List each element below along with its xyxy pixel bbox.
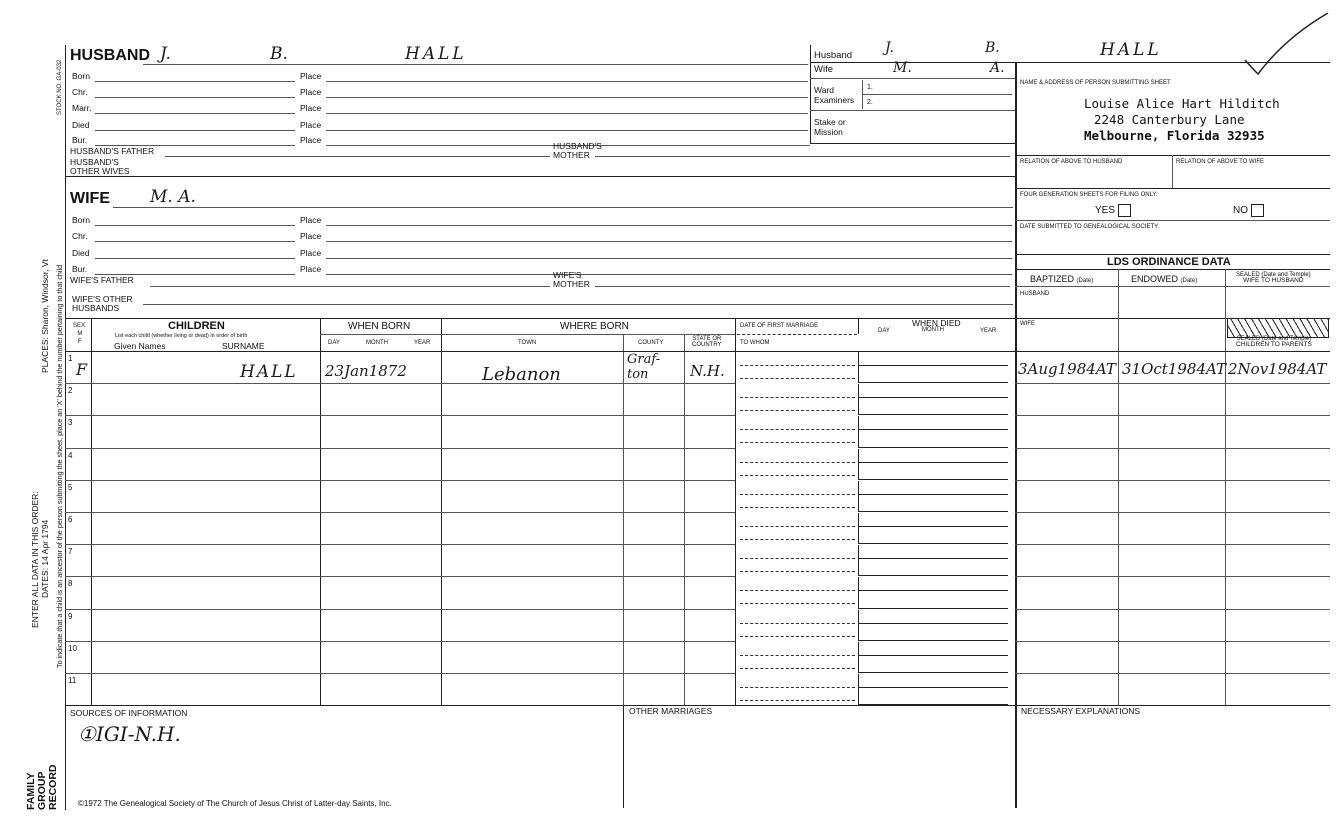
child1-born-date: 23Jan1872 (325, 362, 407, 380)
town-header: TOWN (518, 340, 537, 346)
no-checkbox[interactable]: NO (1233, 204, 1264, 217)
wifes-other-husbands-label: WIFE'S OTHER HUSBANDS (72, 294, 133, 313)
child-row-number: 11 (68, 676, 77, 685)
wife-place-label: Place (300, 231, 322, 241)
summary-wife-label: Wife (814, 64, 833, 75)
when-died-header: WHEN DIED (912, 318, 961, 328)
child-row-number: 10 (68, 643, 77, 653)
state-header: STATE OR COUNTRY (692, 336, 722, 348)
died-year-header: YEAR (980, 328, 997, 334)
wife-place-label: Place (300, 215, 322, 225)
copyright: ©1972 The Genealogical Society of The Church of Jesus Christ of Latter-day Saints, Inc. (78, 799, 392, 808)
to-whom-header: TO WHOM (740, 340, 770, 346)
child-row-number: 7 (68, 547, 73, 557)
lds-ordinance-title: LDS ORDINANCE DATA (1107, 256, 1231, 268)
given-names-header: Given Names (114, 341, 166, 351)
child-row-number: 2 (68, 386, 73, 396)
summary-wife-middle: A. (990, 60, 1005, 76)
wife-row-label: Bur. (72, 264, 88, 274)
summary-husband-middle: B. (985, 40, 1000, 56)
wife-place-label: Place (300, 264, 322, 274)
mission-label: Mission (814, 127, 843, 137)
submitter-city: Melbourne, Florida 32935 (1084, 128, 1265, 143)
wife-place-label: Place (300, 248, 322, 258)
checkmark-icon (1240, 8, 1335, 78)
child-row-number: 3 (68, 418, 73, 428)
wife-row-label: Died (72, 248, 90, 258)
necessary-explanations-label: NECESSARY EXPLANATIONS (1021, 706, 1141, 716)
when-born-header: WHEN BORN (348, 321, 411, 332)
yes-checkbox[interactable]: YES (1095, 204, 1131, 217)
submitter-label: NAME & ADDRESS OF PERSON SUBMITTING SHEET (1020, 80, 1171, 86)
children-header: CHILDREN (168, 320, 225, 332)
summary-husband-label: Husband (814, 50, 853, 61)
child1-town: Lebanon (482, 364, 561, 385)
husband-place-label: Place (300, 103, 322, 113)
child1-county: Graf- ton (627, 352, 661, 382)
endowed-header: ENDOWED (Date) (1131, 274, 1198, 284)
husband-heading: HUSBAND (70, 47, 150, 64)
husband-row-label: Born (72, 71, 90, 81)
four-generation-label: FOUR GENERATION SHEETS FOR FILING ONLY: (1020, 192, 1158, 198)
summary-husband-surname: HALL (1100, 40, 1162, 60)
top-right-box-left (810, 45, 811, 143)
sources-value: ①IGI-N.H. (78, 722, 181, 746)
husband-place-label: Place (300, 120, 322, 130)
other-marriages-label: OTHER MARRIAGES (629, 706, 713, 716)
family-group-record-title: FAMILY GROUP RECORD (25, 764, 59, 810)
husbands-father-label: HUSBAND'S FATHER (70, 146, 155, 156)
wifes-father-label: WIFE'S FATHER (70, 275, 134, 285)
husbands-other-wives-label: HUSBAND'S OTHER WIVES (70, 157, 130, 176)
sex-header: SEX M F (73, 323, 86, 345)
county-header: COUNTY (638, 340, 664, 346)
examiner-2: 2. (867, 99, 873, 106)
examiners-label: Examiners (814, 95, 855, 105)
child1-surname: HALL (240, 362, 298, 382)
summary-husband-first: J. (885, 40, 894, 56)
ward-label: Ward (814, 85, 834, 95)
husband-place-label: Place (300, 87, 322, 97)
side-dates-example: DATES: 14 Apr 1794 (40, 519, 50, 598)
submitter-name: Louise Alice Hart Hilditch (1084, 96, 1280, 111)
right-panel-divider (1015, 62, 1017, 808)
child1-endowed-date: 31Oct1984AT (1122, 360, 1227, 378)
side-places-example: PLACES: Sharon, Windsor, Vt (40, 259, 50, 373)
side-indicate-note: To indicate that a child is an ancestor of the person submitting the sheet, place an 'X' behind the number pertaining to that child (55, 264, 64, 668)
husbands-mother-label: HUSBAND'S MOTHER (553, 141, 602, 160)
surname-header: SURNAME (222, 341, 265, 351)
submitter-street: 2248 Canterbury Lane (1094, 112, 1245, 127)
child1-sealed-date: 2Nov1984AT (1228, 360, 1327, 378)
child-row-number: 5 (68, 482, 73, 492)
child-row-number: 1 (68, 354, 73, 363)
died-day-header: DAY (878, 328, 890, 334)
wife-heading: WIFE (70, 190, 110, 207)
baptized-header: BAPTIZED (Date) (1030, 274, 1094, 284)
husband-row-label: Died (72, 120, 90, 130)
child1-sex: F (76, 360, 88, 379)
wife-name: M. A. (150, 187, 196, 207)
left-border (65, 45, 66, 810)
wife-row-label: Born (72, 215, 90, 225)
husband-row-label: Marr. (72, 103, 92, 113)
child1-state: N.H. (690, 362, 725, 380)
child-row-number: 9 (68, 611, 73, 621)
husband-row-label: Bur. (72, 135, 88, 145)
relation-to-husband-label: RELATION OF ABOVE TO HUSBAND (1020, 159, 1123, 165)
husband-place-label: Place (300, 71, 322, 81)
husband-middle-name: B. (270, 44, 288, 64)
child1-baptized-date: 3Aug1984AT (1018, 360, 1116, 378)
sealed-children-header: SEALED (Date and Temple) CHILDREN TO PARENTS (1236, 336, 1312, 348)
side-enter-data: ENTER ALL DATA IN THIS ORDER: (30, 491, 40, 628)
born-day-header: DAY (328, 340, 340, 346)
stock-number: STOCK NO. GA-032 (57, 59, 63, 115)
wife-row-label: Chr. (72, 231, 88, 241)
lds-wife-row: WIFE (1020, 321, 1035, 327)
where-born-header: WHERE BORN (560, 321, 629, 332)
died-month-header: MONTH (922, 327, 944, 333)
wifes-mother-label: WIFE'S MOTHER (553, 270, 590, 289)
husband-row-label: Chr. (72, 87, 88, 97)
husband-surname: HALL (405, 44, 467, 64)
stake-label: Stake or (814, 117, 846, 127)
date-submitted-label: DATE SUBMITTED TO GENEALOGICAL SOCIETY (1020, 224, 1159, 230)
lds-husband-row: HUSBAND (1020, 291, 1050, 297)
relation-to-wife-label: RELATION OF ABOVE TO WIFE (1176, 159, 1265, 165)
child-row-number: 6 (68, 515, 73, 524)
husband-place-label: Place (300, 135, 322, 145)
hatched-cell (1227, 318, 1329, 338)
born-year-header: YEAR (414, 340, 431, 346)
examiner-1: 1. (867, 84, 873, 91)
child-row-number: 4 (68, 450, 73, 460)
husband-first-name: J. (160, 44, 171, 64)
summary-wife-first: M. (893, 60, 912, 76)
child-row-number: 8 (68, 579, 73, 589)
first-marriage-header: DATE OF FIRST MARRIAGE (740, 323, 819, 329)
children-subheader: List each child (whether living or dead) in order of birth (115, 333, 248, 339)
sealed-wife-header: SEALED (Date and Temple) WIFE TO HUSBAND (1236, 272, 1311, 284)
born-month-header: MONTH (366, 340, 388, 346)
sources-label: SOURCES OF INFORMATION (70, 708, 188, 718)
